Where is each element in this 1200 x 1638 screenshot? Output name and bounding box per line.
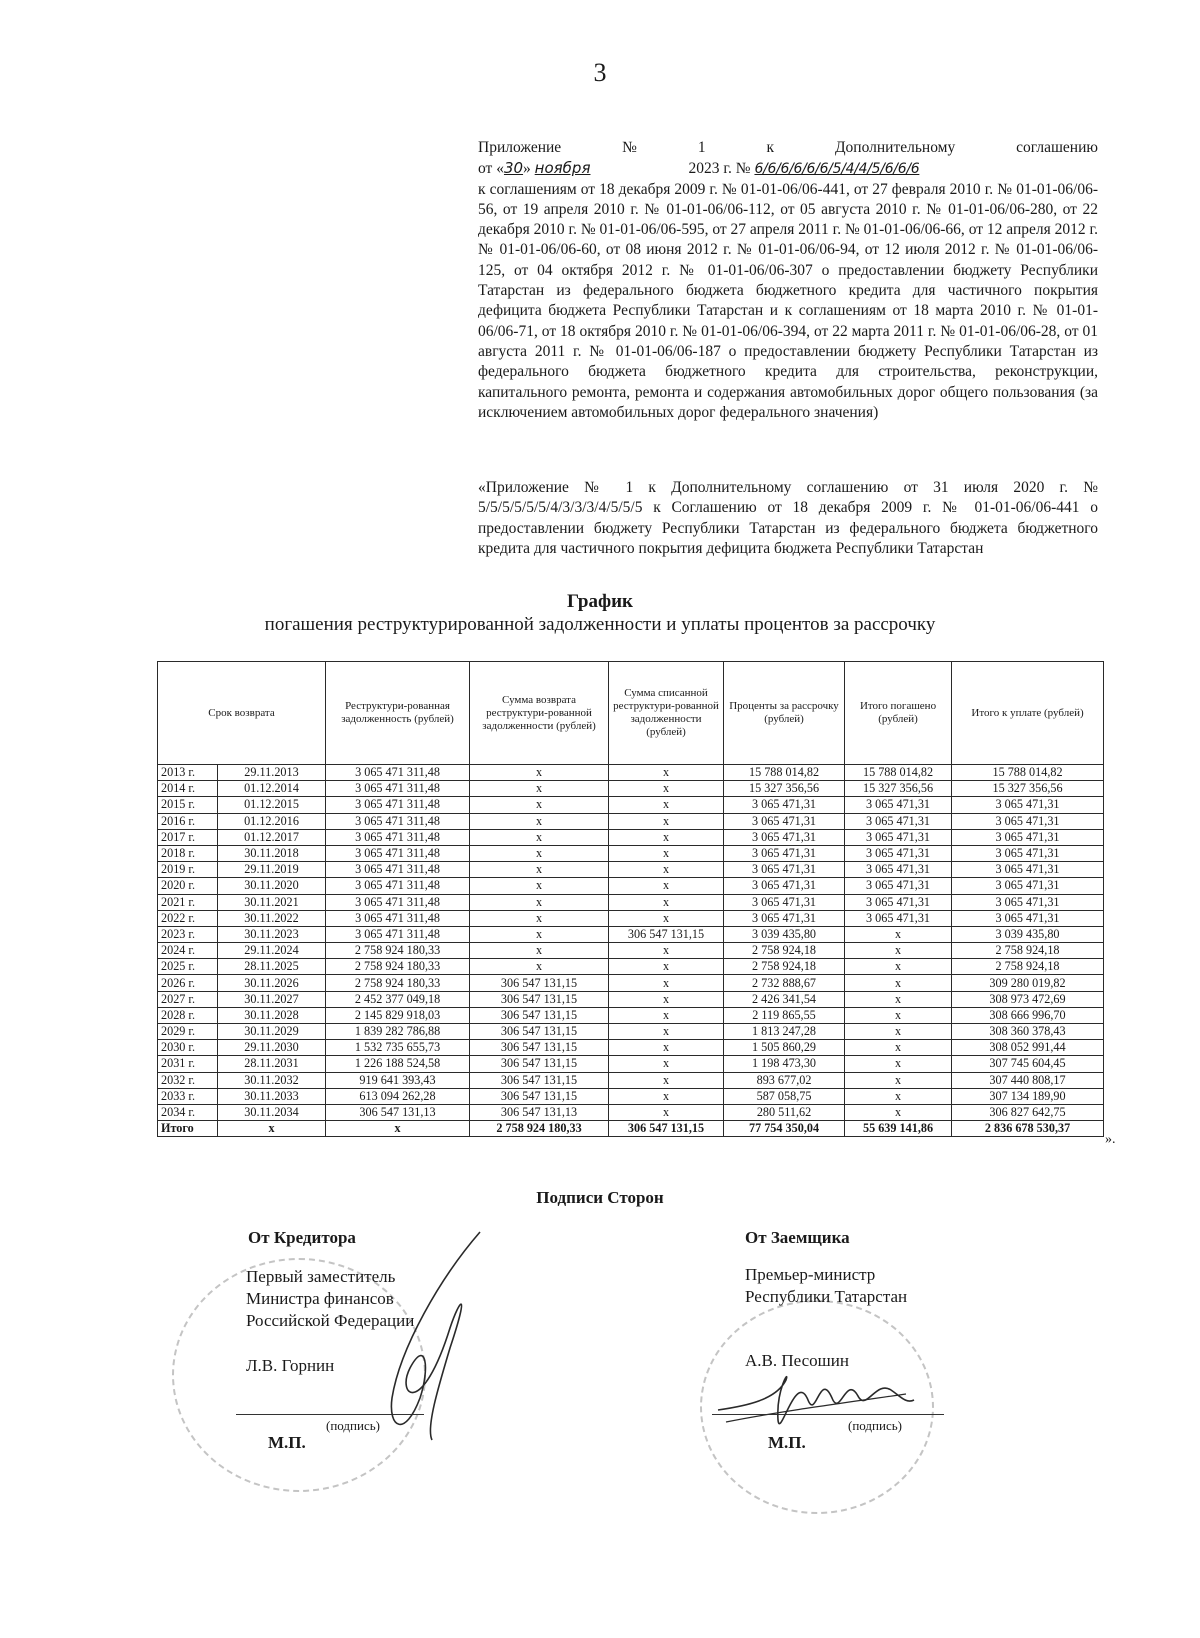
table-cell: 30.11.2032 bbox=[218, 1072, 326, 1088]
annex-word: № bbox=[622, 139, 637, 156]
table-cell: 2 119 865,55 bbox=[724, 1007, 845, 1023]
table-cell: 30.11.2028 bbox=[218, 1007, 326, 1023]
total-cell: 2 758 924 180,33 bbox=[470, 1121, 609, 1137]
creditor-name: Л.В. Горнин bbox=[246, 1356, 335, 1375]
page-number: 3 bbox=[593, 58, 607, 87]
borrower-party: От Заемщика bbox=[745, 1228, 850, 1247]
table-cell: 280 511,62 bbox=[724, 1104, 845, 1120]
table-cell: 3 065 471,31 bbox=[952, 797, 1104, 813]
table-row bbox=[158, 910, 1104, 926]
table-row bbox=[158, 878, 1104, 894]
borrower-name: А.В. Песошин bbox=[745, 1351, 849, 1370]
table-cell: x bbox=[845, 1104, 952, 1120]
table-cell: 3 065 471,31 bbox=[724, 813, 845, 829]
quoted-annex-reference: «Приложение № 1 к Дополнительному соглашению от 31 июля 2020 г. № 5/5/5/5/5/5/4/3/3/3/4/5/5/5 к Соглашению от 18 декабря 2009 г. № 01-01-06/06-441 о предоставлении бюджету Республики Татарстан из федерального бюджета бюджетного кредита для частичного покрытия дефицита бюджета Республики Татарстан bbox=[478, 479, 1098, 557]
annex-line-1 bbox=[478, 138, 1098, 158]
table-cell: 307 134 189,90 bbox=[952, 1088, 1104, 1104]
table-cell: 30.11.2029 bbox=[218, 1024, 326, 1040]
table-cell: x bbox=[609, 1024, 724, 1040]
table-cell: 3 065 471,31 bbox=[845, 894, 952, 910]
total-cell: 306 547 131,15 bbox=[609, 1121, 724, 1137]
table-cell: 306 827 642,75 bbox=[952, 1104, 1104, 1120]
table-cell: 2 758 924,18 bbox=[952, 959, 1104, 975]
table-cell: 15 327 356,56 bbox=[724, 781, 845, 797]
table-cell: 306 547 131,13 bbox=[326, 1104, 470, 1120]
table-cell: 308 360 378,43 bbox=[952, 1024, 1104, 1040]
table-cell: x bbox=[470, 765, 609, 781]
table-cell: 306 547 131,15 bbox=[470, 1040, 609, 1056]
table-cell: x bbox=[470, 862, 609, 878]
table-row bbox=[158, 926, 1104, 942]
table-cell: 2013 г. bbox=[158, 765, 218, 781]
table-cell: 919 641 393,43 bbox=[326, 1072, 470, 1088]
table-row bbox=[158, 943, 1104, 959]
table-cell: x bbox=[609, 781, 724, 797]
table-cell: 3 065 471,31 bbox=[845, 829, 952, 845]
column-header: Сумма возврата реструктури-рованной задолженности (рублей) bbox=[470, 662, 609, 765]
table-total-row bbox=[158, 1121, 1104, 1137]
annex-body: к соглашениям от 18 декабря 2009 г. № 01-01-06/06-441, от 27 февраля 2010 г. № 01-01-06/06-56, от 19 апреля 2010 г. № 01-01-06/06-112, от 05 августа 2010 г. № 01-01-06/06-280, от 22 декабря 2010 г. № 01-01-06/06-595, от 27 апреля 2011 г. № 01-01-06/06-66, от 12 апреля 2012 г. № 01-01-06/06-60, от 08 июня 2012 г. № 01-01-06/06-94, от 12 июля 2012 г. № 01-01-06/06-125, от 04 октября 2012 г. № 01-01-06/06-307 о предоставлении бюджету Республики Татарстан из федерального бюджета бюджетного кредита для частичного покрытия дефицита бюджета Республики Татарстан и к соглашениям от 18 марта 2010 г. № 01-01-06/06-71, от 18 октября 2010 г. № 01-01-06/06-394, от 22 марта 2011 г. № 01-01-06/06-28, от 01 августа 2011 г. № 01-01-06/06-187 о предоставлении бюджету Республики Татарстан из федерального бюджета бюджетного кредита для строительства, реконструкции, капитального ремонта, ремонта и содержания автомобильных дорог общего пользования (за исключением автомобильных дорог федерального значения) bbox=[478, 180, 1098, 421]
table-row bbox=[158, 829, 1104, 845]
column-header: Итого к уплате (рублей) bbox=[952, 662, 1104, 765]
table-cell: 2020 г. bbox=[158, 878, 218, 894]
table-cell: 308 052 991,44 bbox=[952, 1040, 1104, 1056]
table-cell: 29.11.2024 bbox=[218, 943, 326, 959]
table-cell: 309 280 019,82 bbox=[952, 975, 1104, 991]
table-cell: 2023 г. bbox=[158, 926, 218, 942]
table-cell: 3 065 471,31 bbox=[845, 910, 952, 926]
creditor-position-line: Министра финансов bbox=[246, 1289, 394, 1308]
schedule-subtitle: погашения реструктурированной задолженности и уплаты процентов за рассрочку bbox=[264, 614, 936, 635]
table-cell: x bbox=[470, 894, 609, 910]
table-row bbox=[158, 991, 1104, 1007]
table-row bbox=[158, 813, 1104, 829]
annex-reference bbox=[478, 138, 1098, 423]
table-cell: 3 065 471,31 bbox=[845, 797, 952, 813]
table-row bbox=[158, 1104, 1104, 1120]
table-cell: 30.11.2023 bbox=[218, 926, 326, 942]
table-row bbox=[158, 1040, 1104, 1056]
table-cell: x bbox=[845, 1024, 952, 1040]
table-cell: 3 065 471 311,48 bbox=[326, 862, 470, 878]
table-cell: 306 547 131,15 bbox=[470, 1056, 609, 1072]
borrower-signature-icon bbox=[716, 1360, 916, 1450]
table-cell: x bbox=[845, 1056, 952, 1072]
table-cell: 3 065 471,31 bbox=[952, 910, 1104, 926]
table-body bbox=[158, 765, 1104, 1137]
table-cell: 2027 г. bbox=[158, 991, 218, 1007]
table-cell: x bbox=[609, 894, 724, 910]
table-row bbox=[158, 862, 1104, 878]
table-cell: x bbox=[845, 943, 952, 959]
table-cell: 1 532 735 655,73 bbox=[326, 1040, 470, 1056]
annex-word: соглашению bbox=[1016, 139, 1098, 156]
table-row bbox=[158, 959, 1104, 975]
table-cell: x bbox=[609, 862, 724, 878]
table-cell: 3 065 471,31 bbox=[724, 829, 845, 845]
table-cell: 2028 г. bbox=[158, 1007, 218, 1023]
annex-date-prefix: от « bbox=[478, 160, 504, 178]
total-cell: x bbox=[326, 1121, 470, 1137]
table-cell: x bbox=[609, 959, 724, 975]
table-cell: 3 065 471,31 bbox=[952, 878, 1104, 894]
table-cell: 30.11.2018 bbox=[218, 845, 326, 861]
table-cell: 3 065 471,31 bbox=[845, 862, 952, 878]
table-cell: x bbox=[609, 845, 724, 861]
table-cell: x bbox=[609, 797, 724, 813]
table-cell: 3 065 471,31 bbox=[724, 845, 845, 861]
table-cell: x bbox=[845, 1007, 952, 1023]
column-header: Реструктури-рованная задолженность (рублей) bbox=[326, 662, 470, 765]
table-cell: 01.12.2016 bbox=[218, 813, 326, 829]
table-cell: 30.11.2034 bbox=[218, 1104, 326, 1120]
table-cell: 2 145 829 918,03 bbox=[326, 1007, 470, 1023]
table-cell: 3 065 471 311,48 bbox=[326, 765, 470, 781]
table-cell: 1 226 188 524,58 bbox=[326, 1056, 470, 1072]
table-cell: 3 065 471 311,48 bbox=[326, 829, 470, 845]
table-cell: 3 065 471,31 bbox=[952, 862, 1104, 878]
table-header-row bbox=[158, 662, 1104, 765]
table-cell: 306 547 131,15 bbox=[470, 1024, 609, 1040]
table-cell: 3 065 471 311,48 bbox=[326, 797, 470, 813]
table-cell: 30.11.2020 bbox=[218, 878, 326, 894]
table-cell: 3 065 471,31 bbox=[952, 894, 1104, 910]
table-cell: 2 758 924,18 bbox=[724, 959, 845, 975]
table-cell: 893 677,02 bbox=[724, 1072, 845, 1088]
table-cell: 2034 г. bbox=[158, 1104, 218, 1120]
table-cell: 3 065 471,31 bbox=[724, 894, 845, 910]
table-cell: 2031 г. bbox=[158, 1056, 218, 1072]
table-cell: x bbox=[470, 878, 609, 894]
table-cell: 01.12.2014 bbox=[218, 781, 326, 797]
table-cell: x bbox=[609, 975, 724, 991]
table-cell: 2029 г. bbox=[158, 1024, 218, 1040]
table-row bbox=[158, 1056, 1104, 1072]
annex-line-2 bbox=[478, 158, 1098, 179]
table-cell: 308 973 472,69 bbox=[952, 991, 1104, 1007]
table-cell: x bbox=[609, 878, 724, 894]
table-cell: x bbox=[845, 1040, 952, 1056]
table-cell: x bbox=[470, 797, 609, 813]
table-row bbox=[158, 845, 1104, 861]
table-cell: 2024 г. bbox=[158, 943, 218, 959]
table-cell: 1 839 282 786,88 bbox=[326, 1024, 470, 1040]
annex-year-number: 2023 г. № bbox=[688, 160, 751, 178]
annex-word: Приложение bbox=[478, 139, 562, 156]
table-cell: 2019 г. bbox=[158, 862, 218, 878]
table-cell: 30.11.2022 bbox=[218, 910, 326, 926]
table-cell: 30.11.2033 bbox=[218, 1088, 326, 1104]
table-cell: 2030 г. bbox=[158, 1040, 218, 1056]
total-cell: 55 639 141,86 bbox=[845, 1121, 952, 1137]
table-cell: 2026 г. bbox=[158, 975, 218, 991]
table-cell: 2018 г. bbox=[158, 845, 218, 861]
table-cell: 3 039 435,80 bbox=[952, 926, 1104, 942]
table-cell: x bbox=[470, 829, 609, 845]
table-cell: 3 065 471,31 bbox=[845, 878, 952, 894]
table-cell: 3 065 471 311,48 bbox=[326, 813, 470, 829]
table-cell: 3 039 435,80 bbox=[724, 926, 845, 942]
annex-date-quote: » bbox=[523, 160, 531, 178]
closing-quote-mark: ». bbox=[1105, 1132, 1116, 1147]
table-cell: x bbox=[609, 765, 724, 781]
table-cell: 2 758 924,18 bbox=[952, 943, 1104, 959]
table-cell: 15 788 014,82 bbox=[724, 765, 845, 781]
table-cell: 01.12.2015 bbox=[218, 797, 326, 813]
table-cell: x bbox=[470, 781, 609, 797]
table-cell: x bbox=[845, 1088, 952, 1104]
table-cell: x bbox=[470, 910, 609, 926]
total-cell: Итого bbox=[158, 1121, 218, 1137]
table-cell: 3 065 471,31 bbox=[845, 813, 952, 829]
table-cell: 3 065 471,31 bbox=[845, 845, 952, 861]
table-cell: 01.12.2017 bbox=[218, 829, 326, 845]
table-row bbox=[158, 1072, 1104, 1088]
annex-word: Дополнительному bbox=[834, 139, 956, 156]
table-cell: 30.11.2021 bbox=[218, 894, 326, 910]
column-header: Проценты за рассрочку (рублей) bbox=[724, 662, 845, 765]
table-cell: 28.11.2031 bbox=[218, 1056, 326, 1072]
table-cell: x bbox=[609, 943, 724, 959]
table-cell: 306 547 131,15 bbox=[470, 1072, 609, 1088]
table-cell: 1 813 247,28 bbox=[724, 1024, 845, 1040]
table-cell: x bbox=[845, 1072, 952, 1088]
table-cell: 306 547 131,15 bbox=[470, 975, 609, 991]
table-cell: 308 666 996,70 bbox=[952, 1007, 1104, 1023]
table-cell: 2 758 924 180,33 bbox=[326, 943, 470, 959]
table-cell: 306 547 131,13 bbox=[470, 1104, 609, 1120]
table-cell: 306 547 131,15 bbox=[470, 1007, 609, 1023]
table-cell: 2 426 341,54 bbox=[724, 991, 845, 1007]
annex-word: 1 bbox=[697, 139, 706, 156]
table-cell: 2016 г. bbox=[158, 813, 218, 829]
table-cell: 3 065 471,31 bbox=[724, 910, 845, 926]
table-cell: 29.11.2013 bbox=[218, 765, 326, 781]
table-cell: 306 547 131,15 bbox=[609, 926, 724, 942]
table-cell: x bbox=[609, 829, 724, 845]
total-cell: 77 754 350,04 bbox=[724, 1121, 845, 1137]
table-cell: x bbox=[609, 813, 724, 829]
table-cell: x bbox=[609, 1007, 724, 1023]
borrower-position-line: Премьер-министр bbox=[745, 1265, 876, 1284]
table-cell: 2 452 377 049,18 bbox=[326, 991, 470, 1007]
table-cell: 3 065 471,31 bbox=[724, 797, 845, 813]
table-cell: 613 094 262,28 bbox=[326, 1088, 470, 1104]
table-cell: 2 758 924,18 bbox=[724, 943, 845, 959]
table-cell: x bbox=[845, 975, 952, 991]
table-cell: x bbox=[845, 991, 952, 1007]
column-header: Сумма списанной реструктури-рованной задолженности (рублей) bbox=[609, 662, 724, 765]
table-cell: 2017 г. bbox=[158, 829, 218, 845]
borrower-position bbox=[745, 1264, 907, 1308]
table-row bbox=[158, 1007, 1104, 1023]
creditor-position-line: Первый заместитель bbox=[246, 1267, 396, 1286]
table-cell: x bbox=[609, 910, 724, 926]
creditor-seal-place: М.П. bbox=[268, 1433, 306, 1452]
table-row bbox=[158, 765, 1104, 781]
table-cell: 2 732 888,67 bbox=[724, 975, 845, 991]
table-cell: x bbox=[470, 959, 609, 975]
table-cell: 2032 г. bbox=[158, 1072, 218, 1088]
table-cell: 307 745 604,45 bbox=[952, 1056, 1104, 1072]
signatures-heading: Подписи Сторон bbox=[536, 1188, 664, 1207]
table-cell: 3 065 471 311,48 bbox=[326, 781, 470, 797]
table-row bbox=[158, 894, 1104, 910]
table-row bbox=[158, 797, 1104, 813]
annex-handwritten-day: 30 bbox=[503, 159, 524, 178]
table-cell: 15 788 014,82 bbox=[845, 765, 952, 781]
total-cell: 2 836 678 530,37 bbox=[952, 1121, 1104, 1137]
table-cell: 15 788 014,82 bbox=[952, 765, 1104, 781]
table-cell: 2 758 924 180,33 bbox=[326, 975, 470, 991]
creditor-position-line: Российской Федерации bbox=[246, 1311, 415, 1330]
table-cell: 3 065 471 311,48 bbox=[326, 926, 470, 942]
table-cell: 307 440 808,17 bbox=[952, 1072, 1104, 1088]
table-cell: 2025 г. bbox=[158, 959, 218, 975]
column-header: Срок возврата bbox=[158, 662, 326, 765]
table-cell: 30.11.2026 bbox=[218, 975, 326, 991]
table-cell: 30.11.2027 bbox=[218, 991, 326, 1007]
creditor-signature-icon bbox=[330, 1228, 500, 1448]
table-cell: 15 327 356,56 bbox=[845, 781, 952, 797]
table-cell: 15 327 356,56 bbox=[952, 781, 1104, 797]
table-cell: 2021 г. bbox=[158, 894, 218, 910]
table-cell: 3 065 471,31 bbox=[952, 845, 1104, 861]
table-cell: 2014 г. bbox=[158, 781, 218, 797]
repayment-schedule-table bbox=[157, 661, 1104, 1137]
table-row bbox=[158, 975, 1104, 991]
table-cell: 3 065 471,31 bbox=[952, 813, 1104, 829]
table-cell: 29.11.2019 bbox=[218, 862, 326, 878]
table-cell: 306 547 131,15 bbox=[470, 1088, 609, 1104]
table-cell: 3 065 471 311,48 bbox=[326, 878, 470, 894]
annex-handwritten-month: ноября bbox=[534, 159, 591, 178]
table-cell: 3 065 471,31 bbox=[952, 829, 1104, 845]
table-cell: 2015 г. bbox=[158, 797, 218, 813]
table-cell: 306 547 131,15 bbox=[470, 991, 609, 1007]
borrower-position-line: Республики Татарстан bbox=[745, 1287, 908, 1306]
column-header: Итого погашено (рублей) bbox=[845, 662, 952, 765]
creditor-signature-label: (подпись) bbox=[326, 1418, 380, 1433]
table-row bbox=[158, 1088, 1104, 1104]
table-cell: 3 065 471 311,48 bbox=[326, 845, 470, 861]
table-cell: 3 065 471 311,48 bbox=[326, 910, 470, 926]
table-cell: x bbox=[609, 1056, 724, 1072]
annex-handwritten-number: 6/6/6/6/6/6/5/4/4/5/6/6/6 bbox=[754, 161, 920, 178]
creditor-party: От Кредитора bbox=[248, 1228, 356, 1247]
table-row bbox=[158, 781, 1104, 797]
table-cell: x bbox=[470, 943, 609, 959]
table-cell: x bbox=[609, 1040, 724, 1056]
table-cell: x bbox=[609, 1104, 724, 1120]
table-cell: x bbox=[609, 1088, 724, 1104]
table-cell: x bbox=[470, 926, 609, 942]
table-cell: 28.11.2025 bbox=[218, 959, 326, 975]
table-cell: x bbox=[609, 1072, 724, 1088]
table-cell: 1 198 473,30 bbox=[724, 1056, 845, 1072]
table-cell: x bbox=[470, 845, 609, 861]
table-cell: 2033 г. bbox=[158, 1088, 218, 1104]
table-cell: 2 758 924 180,33 bbox=[326, 959, 470, 975]
table-cell: x bbox=[845, 959, 952, 975]
table-cell: 3 065 471 311,48 bbox=[326, 894, 470, 910]
table-cell: 3 065 471,31 bbox=[724, 878, 845, 894]
schedule-title: График bbox=[567, 591, 633, 612]
table-cell: x bbox=[845, 926, 952, 942]
borrower-seal-place: М.П. bbox=[768, 1433, 806, 1452]
borrower-signature-label: (подпись) bbox=[848, 1418, 902, 1433]
table-row bbox=[158, 1024, 1104, 1040]
table-cell: 1 505 860,29 bbox=[724, 1040, 845, 1056]
table-cell: x bbox=[609, 991, 724, 1007]
table-cell: 587 058,75 bbox=[724, 1088, 845, 1104]
table-cell: 29.11.2030 bbox=[218, 1040, 326, 1056]
table-cell: x bbox=[470, 813, 609, 829]
table-cell: 3 065 471,31 bbox=[724, 862, 845, 878]
total-cell: x bbox=[218, 1121, 326, 1137]
annex-word: к bbox=[766, 139, 775, 156]
table-cell: 2022 г. bbox=[158, 910, 218, 926]
